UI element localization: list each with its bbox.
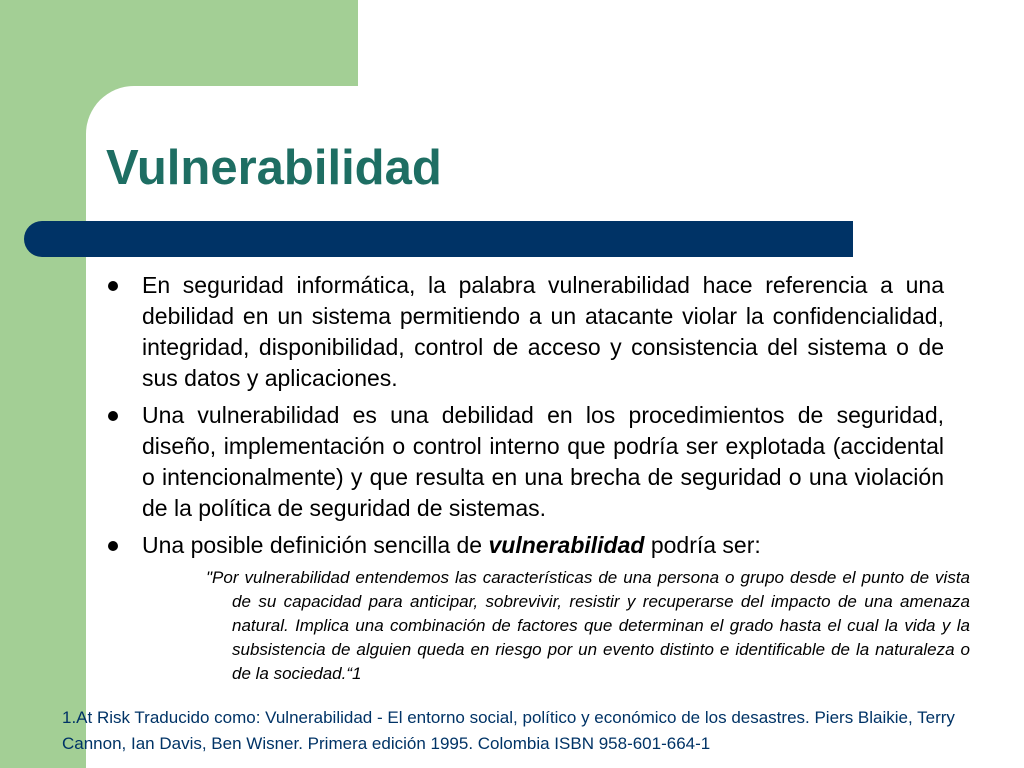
bullet-item xyxy=(108,530,944,561)
bullet-dot-icon xyxy=(108,541,118,551)
bullet-item xyxy=(108,270,944,394)
title-underline-bar xyxy=(24,221,853,257)
bullet-dot-icon xyxy=(108,411,118,421)
bullet-dot-icon xyxy=(108,281,118,291)
bullet-text: Una vulnerabilidad es una debilidad en los procedimientos de seguridad, diseño, implementación o control interno que podría ser explotada (accidental o intencionalmente) y que resulta en una brecha de seguridad o una violación de la política de seguridad de sistemas. xyxy=(142,402,944,521)
bullet-emphasis: vulnerabilidad xyxy=(488,532,645,558)
footnote: 1.At Risk Traducido como: Vulnerabilidad - El entorno social, político y económico de los desastres. Piers Blaikie, Terry Cannon, Ian Davis, Ben Wisner. Primera edición 1995. Colombia ISBN 958-601-664-1 xyxy=(62,708,955,753)
definition-quote: "Por vulnerabilidad entendemos las características de una persona o grupo desde el punto de vista de su capacidad para anticipar, sobrevivir, resistir y recuperarse del impacto de una amenaza natural. Implica una combinación de factores que determinan el grado hasta el cual la vida y la subsistencia de alguien queda en riesgo por un evento distinto e identificable de la naturaleza o de la sociedad.“1 xyxy=(206,568,970,683)
bullet-list xyxy=(108,270,944,567)
bullet-text: En seguridad informática, la palabra vulnerabilidad hace referencia a una debilidad en un sistema permitiendo a un atacante violar la confidencialidad, integridad, disponibilidad, control de acceso y consistencia del sistema o de sus datos y aplicaciones. xyxy=(142,272,944,391)
slide-title: Vulnerabilidad xyxy=(106,141,442,195)
bullet-item xyxy=(108,400,944,524)
bullet-text-suffix: podría ser: xyxy=(644,532,761,558)
bullet-text-prefix: Una posible definición sencilla de xyxy=(142,532,489,558)
